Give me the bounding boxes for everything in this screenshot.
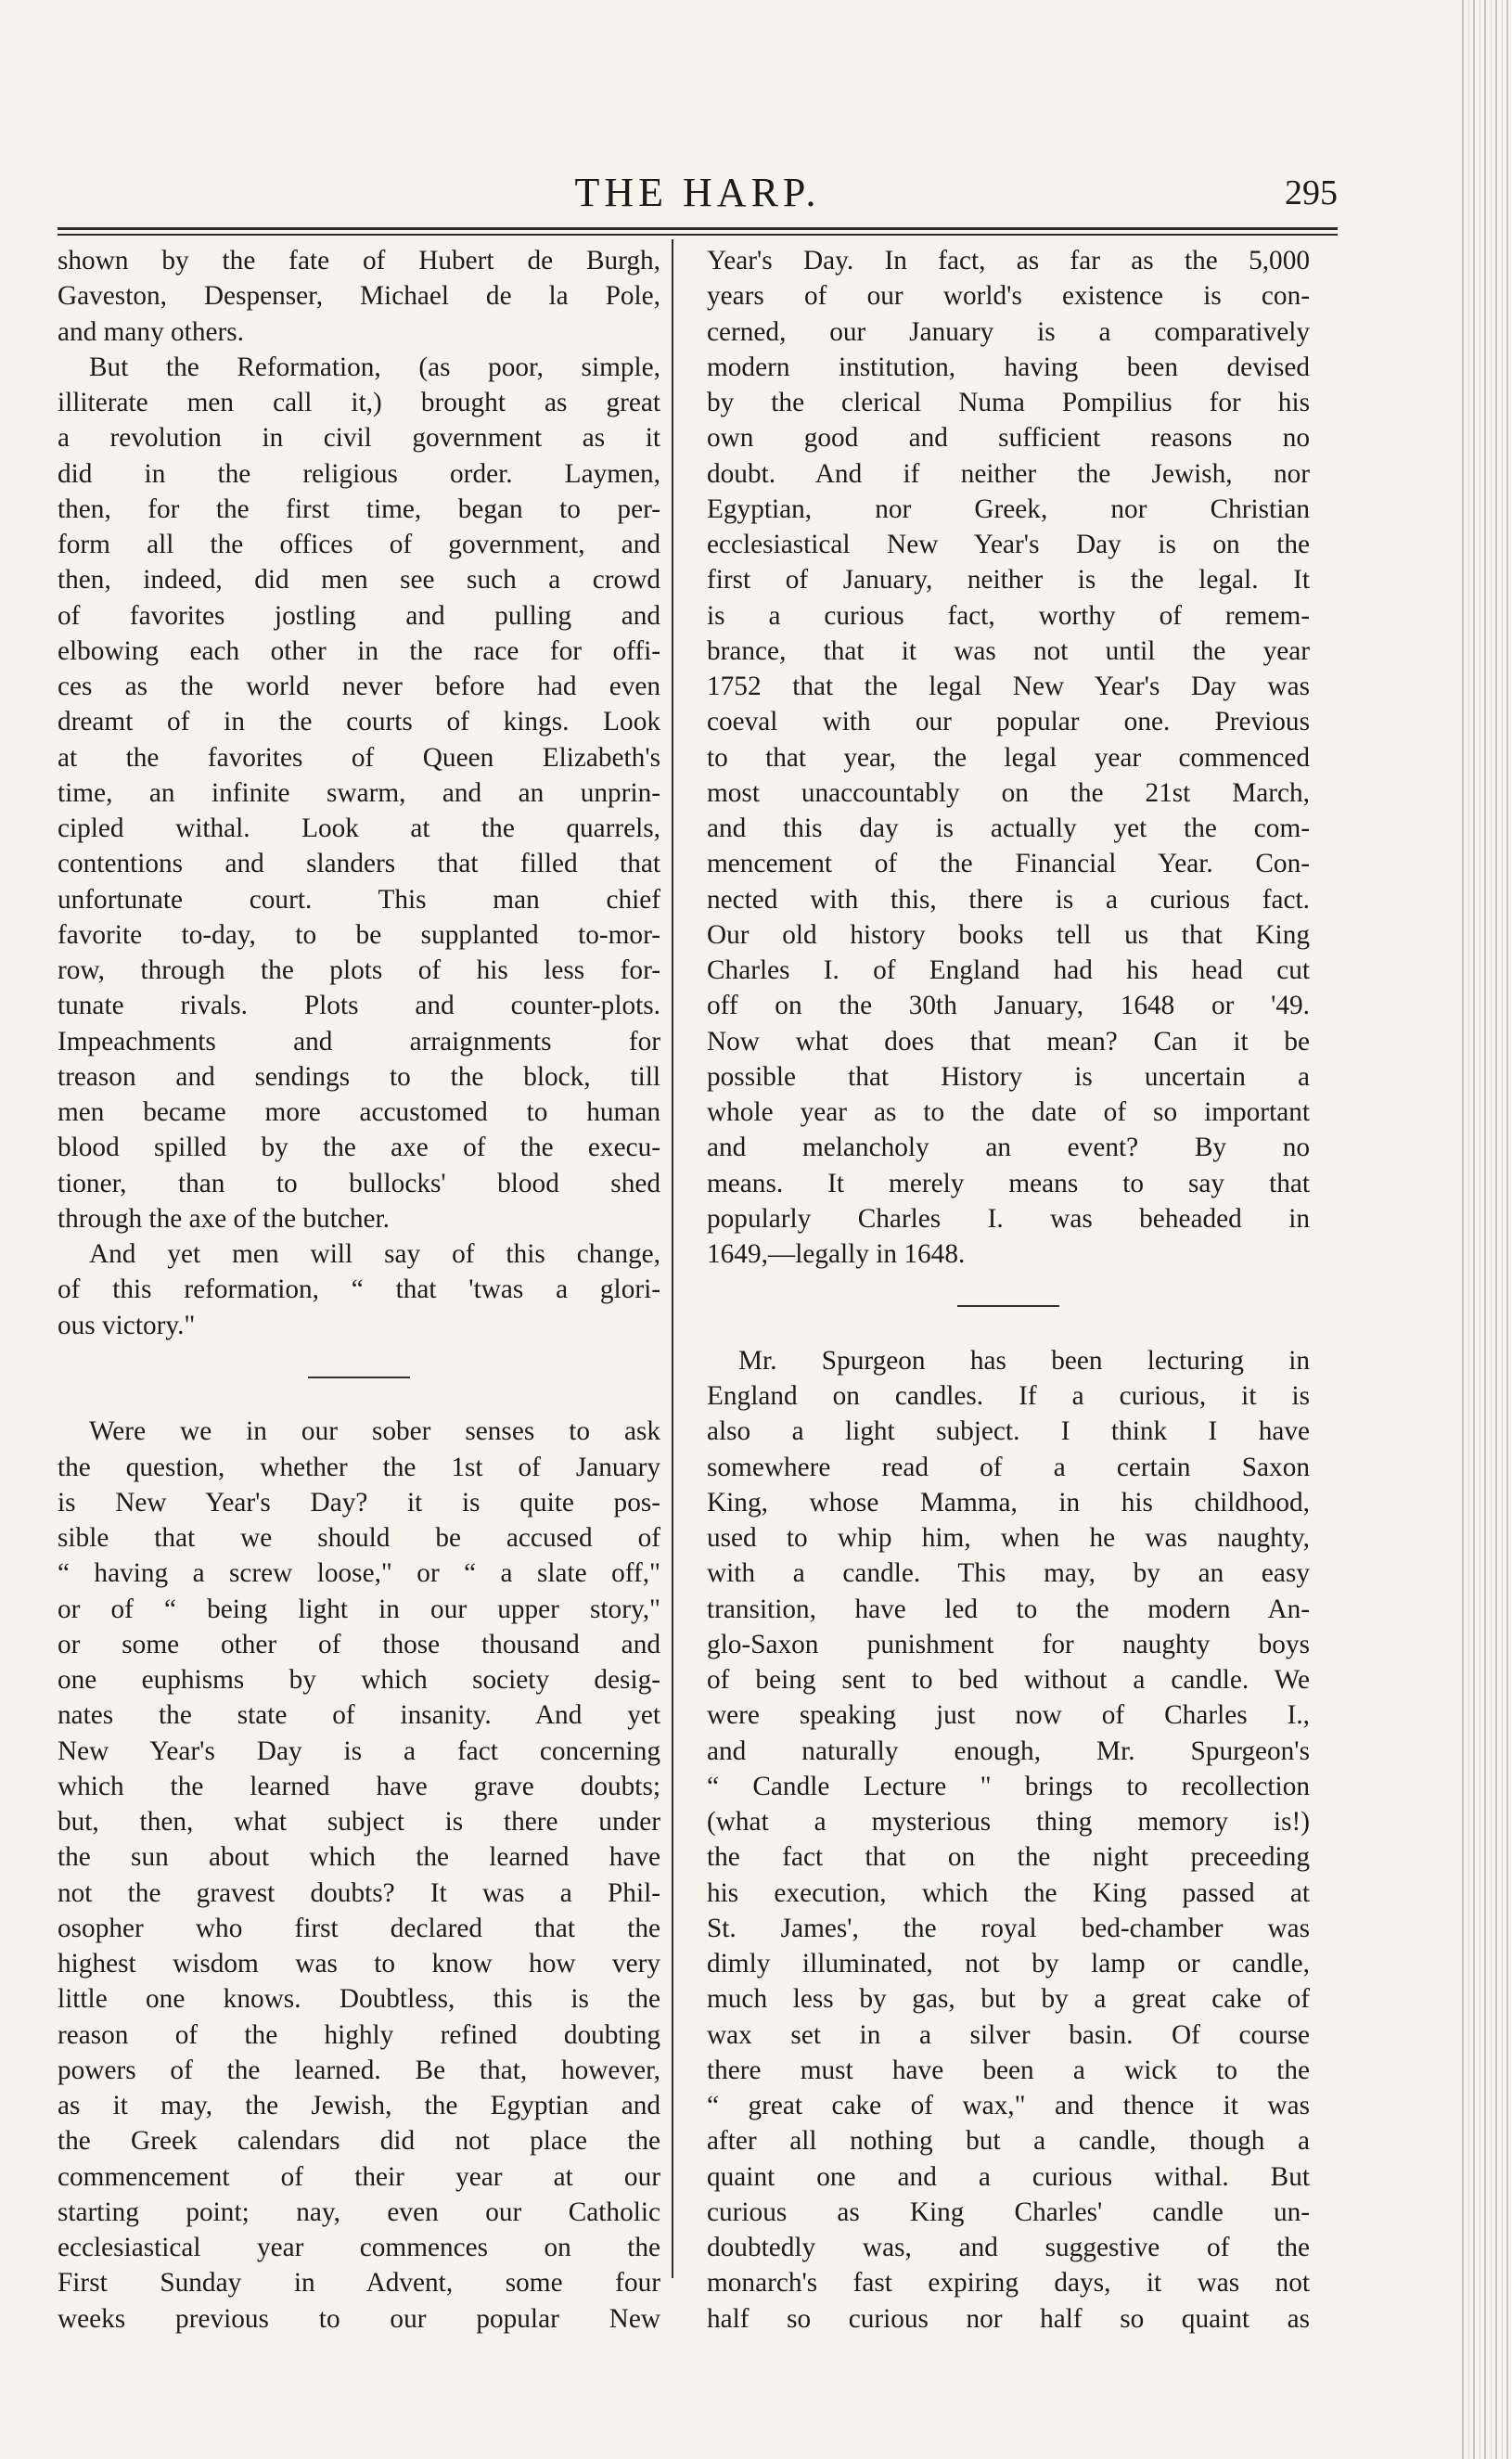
text-line: form all the offices of government, and bbox=[58, 530, 660, 559]
text-line: possible that History is uncertain a bbox=[707, 1061, 1310, 1092]
text-line: St. James', the royal bed-chamber was bbox=[707, 1913, 1310, 1943]
text-line: 1752 that the legal New Year's Day was bbox=[707, 672, 1310, 701]
text-line: commencement of their year at our bbox=[58, 2161, 660, 2192]
text-line: little one knows. Doubtless, this is the bbox=[58, 1984, 660, 2015]
text-line: a revolution in civil government as it bbox=[58, 423, 660, 454]
page-header bbox=[58, 167, 1338, 219]
text-line: whole year as to the date of so important bbox=[707, 1097, 1310, 1127]
text-line: coeval with our popular one. Previous bbox=[707, 707, 1310, 737]
text-line: own good and sufficient reasons no bbox=[707, 423, 1310, 454]
text-line: after all nothing but a candle, though a bbox=[707, 2126, 1310, 2157]
text-line: means. It merely means to say that bbox=[707, 1168, 1310, 1198]
text-line: nates the state of insanity. And yet bbox=[58, 1700, 660, 1731]
text-line: but, then, what subject is there under bbox=[58, 1807, 660, 1837]
text-line: of being sent to bed without a candle. We bbox=[707, 1665, 1310, 1695]
text-line: which the learned have grave doubts; bbox=[58, 1771, 660, 1801]
text-line: is New Year's Day? it is quite pos- bbox=[58, 1487, 660, 1518]
text-line: also a light subject. I think I have bbox=[707, 1416, 1310, 1447]
text-line: ecclesiastical New Year's Day is on the bbox=[707, 530, 1310, 559]
text-line: New Year's Day is a fact concerning bbox=[58, 1735, 660, 1766]
text-line: blood spilled by the axe of the execu- bbox=[58, 1133, 660, 1163]
text-line: osopher who first declared that the bbox=[58, 1913, 660, 1943]
text-line: to that year, the legal year commenced bbox=[707, 742, 1310, 773]
text-line: doubt. And if neither the Jewish, nor bbox=[707, 458, 1310, 489]
text-line: years of our world's existence is con- bbox=[707, 281, 1310, 312]
text-line: his execution, which the King passed at bbox=[707, 1877, 1310, 1908]
text-line: Year's Day. In fact, as far as the 5,000 bbox=[707, 246, 1310, 275]
text-line: reason of the highly refined doubting bbox=[58, 2019, 660, 2050]
text-line: ecclesiastical year commences on the bbox=[58, 2233, 660, 2262]
text-line: and melancholy an event? By no bbox=[707, 1133, 1310, 1163]
text-line: is a curious fact, worthy of remem- bbox=[707, 600, 1310, 631]
text-line: row, through the plots of his less for- bbox=[58, 955, 660, 985]
text-line: the question, whether the 1st of January bbox=[58, 1452, 660, 1482]
page-number: 295 bbox=[1285, 173, 1338, 212]
text-line: curious as King Charles' candle un- bbox=[707, 2196, 1310, 2227]
text-line: modern institution, having been devised bbox=[707, 352, 1310, 382]
text-line: not the gravest doubts? It was a Phil- bbox=[58, 1877, 660, 1908]
text-line: unfortunate court. This man chief bbox=[58, 884, 660, 915]
text-line: Gaveston, Despenser, Michael de la Pole, bbox=[58, 281, 660, 312]
text-line: mencement of the Financial Year. Con- bbox=[707, 849, 1310, 879]
text-line: cipled withal. Look at the quarrels, bbox=[58, 813, 660, 843]
text-line: and many others. bbox=[58, 316, 244, 347]
text-line: tunate rivals. Plots and counter-plots. bbox=[58, 991, 660, 1021]
text-line: off on the 30th January, 1648 or '49. bbox=[707, 991, 1310, 1021]
text-line: then, indeed, did men see such a crowd bbox=[58, 565, 660, 596]
text-line: or some other of those thousand and bbox=[58, 1629, 660, 1659]
text-line: of favorites jostling and pulling and bbox=[58, 600, 660, 631]
text-line: the sun about which the learned have bbox=[58, 1842, 660, 1873]
text-line: Now what does that mean? Can it be bbox=[707, 1026, 1310, 1057]
text-line: used to whip him, when he was naughty, bbox=[707, 1523, 1310, 1553]
text-line: wax set in a silver basin. Of course bbox=[707, 2019, 1310, 2050]
text-line: one euphisms by which society desig- bbox=[58, 1665, 660, 1695]
text-line: 1649,—legally in 1648. bbox=[707, 1239, 966, 1269]
text-line: much less by gas, but by a great cake of bbox=[707, 1984, 1310, 2015]
text-line: monarch's fast expiring days, it was not bbox=[707, 2268, 1310, 2299]
text-line: with a candle. This may, by an easy bbox=[707, 1558, 1310, 1589]
text-line: And yet men will say of this change, bbox=[89, 1239, 660, 1269]
header-rule-top bbox=[58, 227, 1338, 230]
text-line: somewhere read of a certain Saxon bbox=[707, 1452, 1310, 1482]
text-line: treason and sendings to the block, till bbox=[58, 1061, 660, 1092]
text-line: sible that we should be accused of bbox=[58, 1523, 660, 1553]
page-edge-shadow bbox=[1458, 0, 1512, 2459]
column-divider bbox=[672, 239, 673, 2278]
text-line: starting point; nay, even our Catholic bbox=[58, 2196, 660, 2227]
text-line: favorite to-day, to be supplanted to-mor- bbox=[58, 919, 660, 950]
section-gap bbox=[58, 1378, 660, 1414]
text-line: illiterate men call it,) brought as great bbox=[58, 388, 660, 417]
text-line: “ having a screw loose," or “ a slate off," bbox=[58, 1558, 660, 1589]
text-line: then, for the first time, began to per- bbox=[58, 493, 660, 524]
text-line: at the favorites of Queen Elizabeth's bbox=[58, 742, 660, 773]
text-line: the fact that on the night preceeding bbox=[707, 1842, 1310, 1873]
text-line: dreamt of in the courts of kings. Look bbox=[58, 707, 660, 737]
text-line: cerned, our January is a comparatively bbox=[707, 316, 1310, 347]
text-line: (what a mysterious thing memory is!) bbox=[707, 1807, 1310, 1837]
text-line: the Greek calendars did not place the bbox=[58, 2126, 660, 2157]
text-line: men became more accustomed to human bbox=[58, 1097, 660, 1127]
text-line: First Sunday in Advent, some four bbox=[58, 2268, 660, 2299]
text-line: Impeachments and arraignments for bbox=[58, 1026, 660, 1057]
text-line: elbowing each other in the race for offi- bbox=[58, 635, 660, 666]
text-line: “ great cake of wax," and thence it was bbox=[707, 2091, 1310, 2120]
header-rule-bottom bbox=[58, 234, 1338, 236]
text-line: Our old history books tell us that King bbox=[707, 919, 1310, 950]
text-line: popularly Charles I. was beheaded in bbox=[707, 1203, 1310, 1234]
text-line: doubtedly was, and suggestive of the bbox=[707, 2233, 1310, 2262]
text-line: did in the religious order. Laymen, bbox=[58, 458, 660, 489]
text-line: glo-Saxon punishment for naughty boys bbox=[707, 1629, 1310, 1659]
left-column bbox=[58, 243, 660, 2337]
text-line: “ Candle Lecture " brings to recollection bbox=[707, 1771, 1310, 1801]
text-line: quaint one and a curious withal. But bbox=[707, 2161, 1310, 2192]
text-line: Charles I. of England had his head cut bbox=[707, 955, 1310, 985]
text-line: brance, that it was not until the year bbox=[707, 635, 1310, 666]
text-line: and this day is actually yet the com- bbox=[707, 813, 1310, 843]
text-line: as it may, the Jewish, the Egyptian and bbox=[58, 2091, 660, 2120]
text-line: most unaccountably on the 21st March, bbox=[707, 777, 1310, 808]
text-line: Egyptian, nor Greek, nor Christian bbox=[707, 493, 1310, 524]
text-line: by the clerical Numa Pompilius for his bbox=[707, 388, 1310, 417]
text-line: transition, have led to the modern An- bbox=[707, 1594, 1310, 1624]
text-line: through the axe of the butcher. bbox=[58, 1203, 390, 1234]
text-line: England on candles. If a curious, it is bbox=[707, 1381, 1310, 1411]
section-separator bbox=[707, 1272, 1310, 1307]
text-line: shown by the fate of Hubert de Burgh, bbox=[58, 246, 660, 275]
text-line: or of “ being light in our upper story," bbox=[58, 1594, 660, 1624]
text-line: there must have been a wick to the bbox=[707, 2055, 1310, 2085]
text-line: highest wisdom was to know how very bbox=[58, 1949, 660, 1979]
text-line: Were we in our sober senses to ask bbox=[89, 1416, 660, 1447]
section-gap bbox=[707, 1308, 1310, 1343]
text-line: first of January, neither is the legal. It bbox=[707, 565, 1310, 596]
text-line: of this reformation, “ that 'twas a glori- bbox=[58, 1274, 660, 1305]
text-line: tioner, than to bullocks' blood shed bbox=[58, 1168, 660, 1198]
text-line: powers of the learned. Be that, however, bbox=[58, 2055, 660, 2085]
text-line: ces as the world never before had even bbox=[58, 672, 660, 701]
text-line: ous victory." bbox=[58, 1310, 196, 1340]
text-line: were speaking just now of Charles I., bbox=[707, 1700, 1310, 1731]
text-line: time, an infinite swarm, and an unprin- bbox=[58, 777, 660, 808]
text-line: weeks previous to our popular New bbox=[58, 2303, 660, 2334]
section-separator bbox=[58, 1343, 660, 1378]
text-line: Mr. Spurgeon has been lecturing in bbox=[738, 1345, 1310, 1376]
running-title: THE HARP. bbox=[574, 170, 821, 215]
text-line: half so curious nor half so quaint as bbox=[707, 2303, 1310, 2334]
text-line: King, whose Mamma, in his childhood, bbox=[707, 1487, 1310, 1518]
text-line: dimly illuminated, not by lamp or candle, bbox=[707, 1949, 1310, 1979]
text-line: contentions and slanders that filled that bbox=[58, 849, 660, 879]
text-line: nected with this, there is a curious fact. bbox=[707, 884, 1310, 915]
text-line: But the Reformation, (as poor, simple, bbox=[89, 352, 660, 382]
right-column bbox=[707, 243, 1310, 2337]
text-line: and naturally enough, Mr. Spurgeon's bbox=[707, 1735, 1310, 1766]
